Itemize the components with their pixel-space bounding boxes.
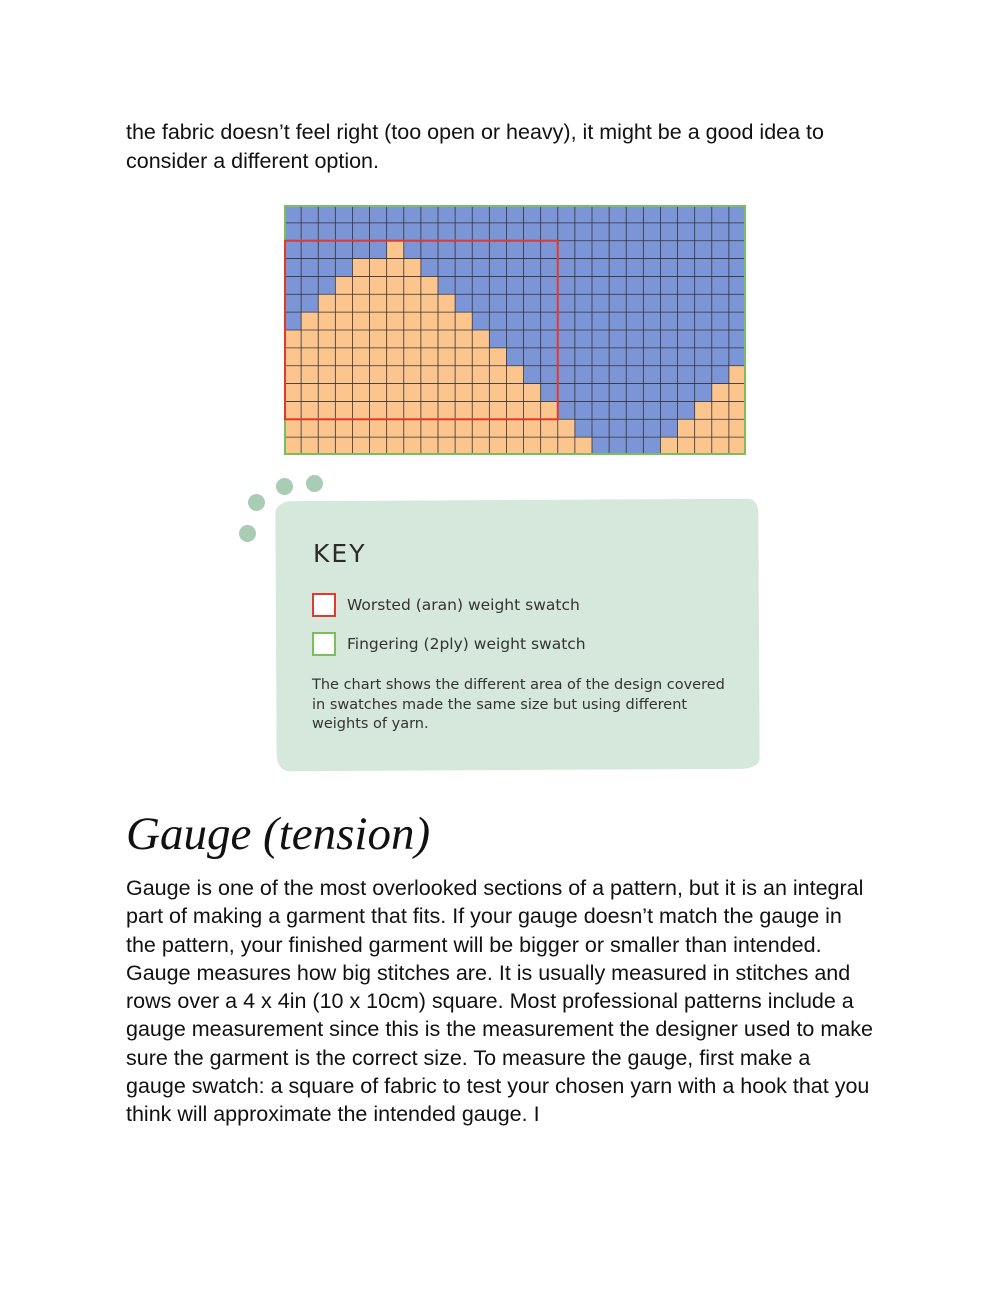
- key-item-label: Worsted (aran) weight swatch: [347, 596, 580, 614]
- chart-fill-column: [352, 259, 369, 455]
- chart-fill-column: [318, 294, 335, 455]
- chart-fill-column: [695, 401, 712, 455]
- chart-fill-column: [660, 437, 677, 455]
- thought-bubble-dot: [248, 494, 265, 511]
- section-heading: Gauge (tension): [126, 808, 431, 860]
- chart-fill-column: [284, 330, 301, 455]
- chart-fill-column: [438, 294, 455, 455]
- thought-bubble-dot: [306, 475, 323, 492]
- section-body: Gauge is one of the most overlooked sections of a pattern, but it is an integral part of making a garment that fits. If your gauge doesn’t match the gauge in the pattern, your finished garment will be bigger or smaller than intended. Gauge measures how big stitches are. It is usually measured in stitches and rows over a 4 x 4in (10 x 10cm) square. Most professional patterns include a gauge measurement since this is the measurement the designer used to make sure the garment is the correct size. To measure the gauge, first make a gauge swatch: a square of fabric to test your chosen yarn with a hook that you think will approximate the intended gauge. I: [126, 876, 873, 1127]
- key-title: KEY: [313, 539, 367, 568]
- chart-fill-column: [472, 330, 489, 455]
- thought-bubble-dot: [276, 478, 293, 495]
- chart-fill-column: [729, 366, 746, 455]
- chart-fill-column: [506, 366, 523, 455]
- thought-bubble-dot: [239, 525, 256, 542]
- key-description: The chart shows the different area of the design covered in swatches made the same size but using different weights of yarn.: [312, 677, 725, 732]
- chart-fill-column: [370, 259, 387, 455]
- key-item-worsted: [312, 593, 580, 617]
- chart-fill-column: [404, 259, 421, 455]
- chart-fill-column: [541, 401, 558, 455]
- stitch-chart: [284, 205, 746, 455]
- chart-fill-column: [575, 437, 592, 455]
- green-swatch-icon: [312, 632, 336, 656]
- red-swatch-icon: [312, 593, 336, 617]
- key-item-label: Fingering (2ply) weight swatch: [347, 635, 586, 653]
- intro-paragraph: the fabric doesn’t feel right (too open or heavy), it might be a good idea to consider a different option.: [126, 120, 824, 173]
- key-item-fingering: [312, 632, 586, 656]
